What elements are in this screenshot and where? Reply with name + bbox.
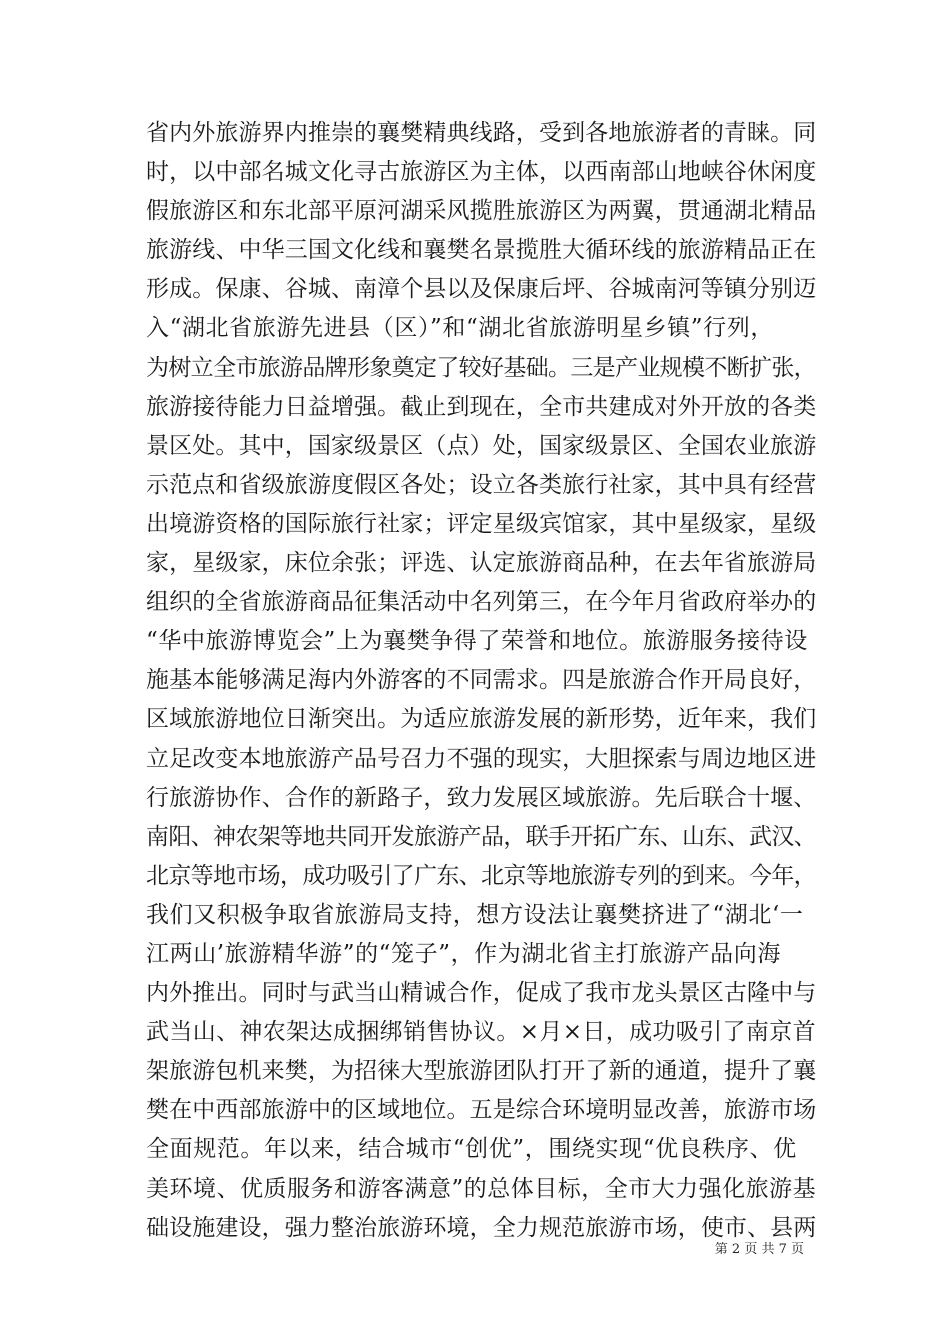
text-line: 江两山’旅游精华游”的“笼子”，作为湖北省主打旅游产品向海 [146,940,781,967]
text-line: 时，以中部名城文化寻古旅游区为主体，以西南部山地峡谷休闲度 [146,159,817,186]
text-line: 示范点和省级旅游度假区各处；设立各类旅行社家，其中具有经营 [146,471,817,498]
text-line: 樊在中西部旅游中的区域地位。五是综合环境明显改善，旅游市场 [146,1097,817,1124]
page-number: 第 2 页 共 7 页 [714,1242,804,1257]
text-line: 础设施建设，强力整治旅游环境，全力规范旅游市场，使市、县两 [146,1214,817,1241]
text-line: 内外推出。同时与武当山精诚合作，促成了我市龙头景区古隆中与 [146,980,817,1007]
text-line: 形成。保康、谷城、南漳个县以及保康后坪、谷城南河等镇分别迈 [146,276,817,303]
body-text [146,114,816,1248]
text-line: 立足改变本地旅游产品号召力不强的现实，大胆探索与周边地区进 [146,745,817,772]
text-line: 出境游资格的国际旅行社家；评定星级宾馆家，其中星级家，星级 [146,510,817,537]
text-line: 假旅游区和东北部平原河湖采风揽胜旅游区为两翼，贯通湖北精品 [146,198,817,225]
text-line: 武当山、神农架达成捆绑销售协议。×月×日，成功吸引了南京首 [146,1019,816,1046]
text-line: 施基本能够满足海内外游客的不同需求。四是旅游合作开局良好， [146,667,817,694]
text-line: 景区处。其中，国家级景区（点）处，国家级景区、全国农业旅游 [146,432,817,459]
text-line: 省内外旅游界内推崇的襄樊精典线路，受到各地旅游者的青睐。同 [146,120,817,146]
text-line: 区域旅游地位日渐突出。为适应旅游发展的新形势，近年来，我们 [146,706,817,733]
text-line: 为树立全市旅游品牌形象奠定了较好基础。三是产业规模不断扩张， [146,354,817,381]
text-line: 架旅游包机来樊，为招徕大型旅游团队打开了新的通道，提升了襄 [146,1058,817,1085]
text-line: 北京等地市场，成功吸引了广东、北京等地旅游专列的到来。今年， [146,862,817,889]
text-line: 南阳、神农架等地共同开发旅游产品，联手开拓广东、山东、武汉、 [146,823,817,850]
text-line: 行旅游协作、合作的新路子，致力发展区域旅游。先后联合十堰、 [146,784,817,811]
text-line: 旅游线、中华三国文化线和襄樊名景揽胜大循环线的旅游精品正在 [146,237,817,264]
text-line: 美环境、优质服务和游客满意”的总体目标，全市大力强化旅游基 [146,1175,817,1202]
text-line: 家，星级家，床位余张；评选、认定旅游商品种，在去年省旅游局 [146,550,817,577]
text-line: 旅游接待能力日益增强。截止到现在，全市共建成对外开放的各类 [146,393,817,420]
text-line: “华中旅游博览会”上为襄樊争得了荣誉和地位。旅游服务接待设 [146,628,808,655]
text-line: 全面规范。年以来，结合城市“创优”，围绕实现“优良秩序、优 [146,1136,797,1163]
text-line: 入“湖北省旅游先进县（区）”和“湖北省旅游明星乡镇”行列， [146,315,774,342]
text-line: 组织的全省旅游商品征集活动中名列第三，在今年月省政府举办的 [146,589,817,616]
text-line: 我们又积极争取省旅游局支持，想方设法让襄樊挤进了“湖北‘一 [146,901,804,928]
